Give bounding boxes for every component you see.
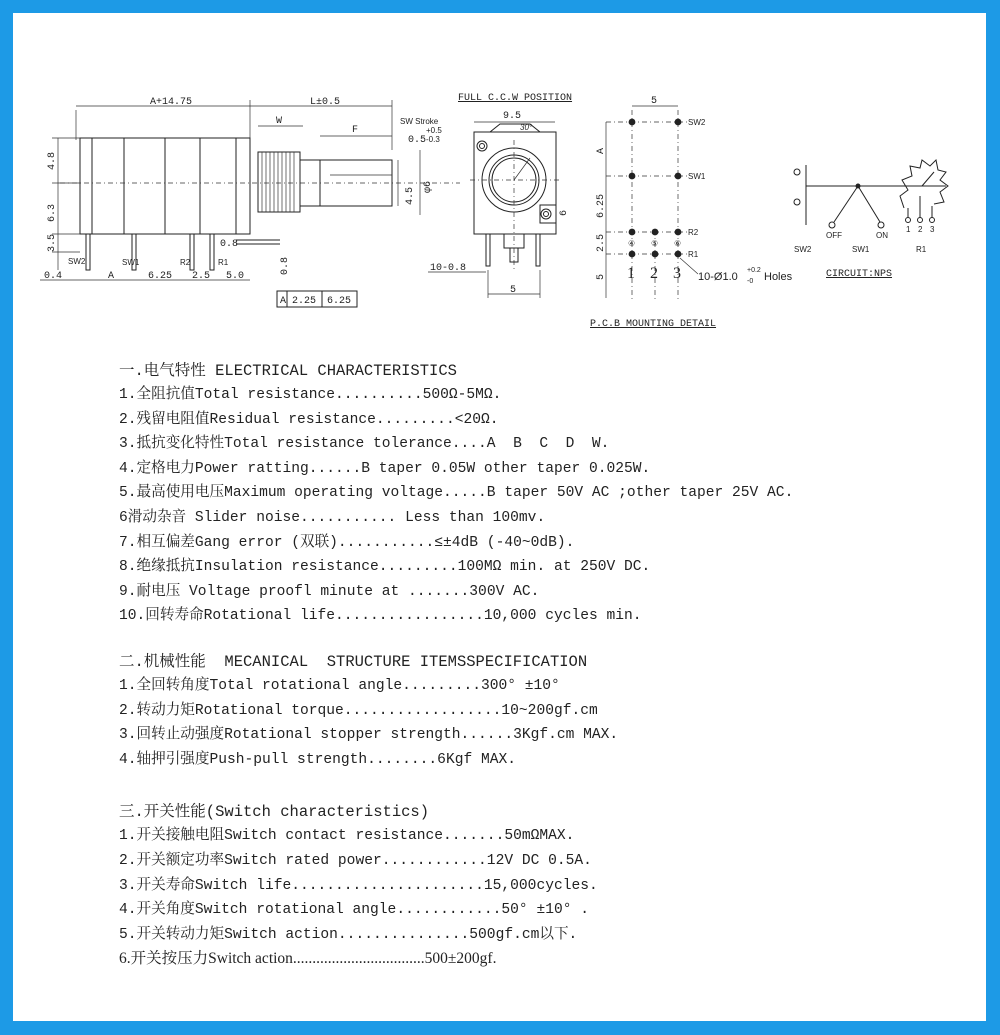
- pcb-dim-a: A: [596, 147, 607, 154]
- circuit-r1-label: R1: [916, 245, 927, 254]
- dim-45: 4.5: [405, 186, 416, 205]
- spec-item: 10.回转寿命Rotational life.................10,000 cycles min.: [119, 608, 642, 625]
- spec-item: 2.转动力矩Rotational torque..................10~200gf.cm: [119, 702, 598, 719]
- circuit-off-label: OFF: [826, 231, 842, 240]
- table-cell-225: 2.25: [292, 296, 317, 307]
- dim-phi6: φ6: [423, 180, 434, 193]
- section-title-electrical: 一.电气特性 ELECTRICAL CHARACTERISTICS: [119, 362, 457, 380]
- spec-item: 4.定格电力Power ratting......B taper 0.05W other taper 0.025W.: [119, 460, 651, 477]
- circuit-sw1-label: SW1: [852, 245, 870, 254]
- spec-item: 6滑动杂音 Slider noise........... Less than 100mv.: [119, 509, 546, 526]
- pcb-detail: [590, 96, 793, 330]
- spec-item: 5.最高使用电压Maximum operating voltage.....B taper 50V AC ;other taper 25V AC.: [119, 485, 794, 502]
- pcb-holes-note: 10-Ø1.0: [698, 271, 738, 283]
- pin-r2-label: R2: [180, 258, 191, 267]
- technical-drawing: [13, 13, 986, 343]
- pcb-pin-r2: R2: [688, 228, 699, 237]
- circuit-sw2-label: SW2: [794, 245, 812, 254]
- spec-item: 1.开关接触电阻Switch contact resistance.......50mΩMAX.: [119, 828, 575, 845]
- table-cell-a: A: [280, 296, 287, 307]
- front-view: [428, 93, 572, 298]
- dim-04: 0.4: [44, 271, 63, 282]
- dim-w: W: [276, 116, 283, 127]
- sw-stroke-value: 0.5: [408, 135, 427, 146]
- spec-item: 3.抵抗变化特性Total resistance tolerance....A B C D W.: [119, 436, 610, 453]
- dim-625: 6.25: [148, 271, 173, 282]
- section-title-mechanical: 二.机械性能 MECANICAL STRUCTURE ITEMSSPECIFICATION: [119, 652, 588, 671]
- spec-item: 4.开关角度Switch rotational angle............50° ±10° .: [119, 902, 589, 919]
- table-cell-625: 6.25: [327, 296, 352, 307]
- pin-sw1-label: SW1: [122, 258, 140, 267]
- dim-50: 5.0: [226, 271, 245, 282]
- dim-08a: 0.8: [220, 239, 239, 250]
- dim-a-label: A: [108, 271, 115, 282]
- pcb-holes-suffix: Holes: [764, 271, 793, 283]
- circuit-diagram: [794, 160, 948, 280]
- pcb-pin-sw1: SW1: [688, 172, 706, 181]
- spec-item: 5.开关转动力矩Switch action...............500gf.cm以下.: [119, 926, 578, 943]
- section-title-switch: 三.开关性能(Switch characteristics): [119, 803, 430, 822]
- dim-10-08: 10-0.8: [430, 263, 467, 274]
- spec-sheet: [13, 13, 986, 1021]
- circuit-caption: CIRCUIT:NPS: [826, 269, 893, 280]
- front-view-title: FULL C.C.W POSITION: [458, 93, 573, 104]
- dim-25: 2.5: [192, 271, 211, 282]
- circuit-on-label: ON: [876, 231, 888, 240]
- pcb-dim-25: 2.5: [596, 233, 607, 252]
- pcb-caption: P.C.B MOUNTING DETAIL: [590, 319, 717, 330]
- side-view: [40, 97, 460, 307]
- spec-item: 2.开关额定功率Switch rated power............12V DC 0.5A.: [119, 852, 592, 869]
- spec-item: 6.开关按压力Switch action..................................500±200gf.: [119, 950, 497, 968]
- circuit-pin-1: 1: [906, 225, 911, 234]
- dim-l: L±0.5: [310, 97, 341, 108]
- dim-f: F: [352, 125, 359, 136]
- spec-item: 1.全回转角度Total rotational angle.........300° ±10°: [119, 677, 560, 694]
- specifications: [119, 359, 939, 972]
- pcb-circle-4: ④: [628, 239, 636, 248]
- pcb-pin-r1: R1: [688, 250, 699, 259]
- sw-stroke-tol-minus: -0.3: [426, 135, 440, 144]
- pcb-circle-6: ⑥: [674, 239, 682, 248]
- circuit-pin-3: 3: [930, 225, 935, 234]
- dim-48: 4.8: [47, 151, 58, 170]
- sw-stroke-tol-plus: +0.5: [426, 126, 442, 135]
- pin-sw2-label: SW2: [68, 257, 86, 266]
- dim-63: 6.3: [47, 203, 58, 222]
- dim-6: 6: [559, 209, 570, 216]
- pcb-dim-5: 5: [596, 273, 607, 280]
- spec-item: 9.耐电压 Voltage proofl minute at .......300V AC.: [119, 583, 540, 600]
- dim-95: 9.5: [503, 111, 522, 122]
- spec-item: 1.全阻抗值Total resistance..........500Ω-5MΩ.: [119, 387, 502, 403]
- pcb-dim-625: 6.25: [596, 193, 607, 218]
- dim-35: 3.5: [47, 233, 58, 252]
- pcb-pin-sw2: SW2: [688, 118, 706, 127]
- dim-a-total: A+14.75: [150, 97, 193, 108]
- spec-item: 3.回转止动强度Rotational stopper strength......3Kgf.cm MAX.: [119, 727, 619, 744]
- dim-08b: 0.8: [280, 256, 291, 275]
- spec-item: 4.轴押引强度Push-pull strength........6Kgf MAX.: [119, 751, 517, 768]
- pcb-holes-tol-minus: -0: [747, 278, 754, 285]
- pcb-num-1: 1: [627, 265, 635, 282]
- pcb-num-2: 2: [650, 265, 658, 282]
- spec-item: 7.相互偏差Gang error (双联)...........≤±4dB (-40~0dB).: [119, 534, 575, 551]
- circuit-pin-2: 2: [918, 225, 923, 234]
- dim-5-top: 5: [651, 96, 658, 107]
- spec-item: 8.绝缘抵抗Insulation resistance.........100MΩ min. at 250V DC.: [119, 559, 651, 576]
- pcb-num-3: 3: [673, 265, 681, 282]
- spec-item: 3.开关寿命Switch life......................15,000cycles.: [119, 877, 598, 894]
- pcb-holes-tol-plus: +0.2: [747, 267, 761, 274]
- dim-5-front: 5: [510, 285, 517, 296]
- angle-30: 30°: [520, 123, 533, 132]
- spec-item: 2.残留电阻值Residual resistance.........<20Ω.: [119, 411, 499, 428]
- sw-stroke-label: SW Stroke: [400, 117, 439, 126]
- pcb-circle-5: ⑤: [651, 239, 659, 248]
- pin-r1-label: R1: [218, 258, 229, 267]
